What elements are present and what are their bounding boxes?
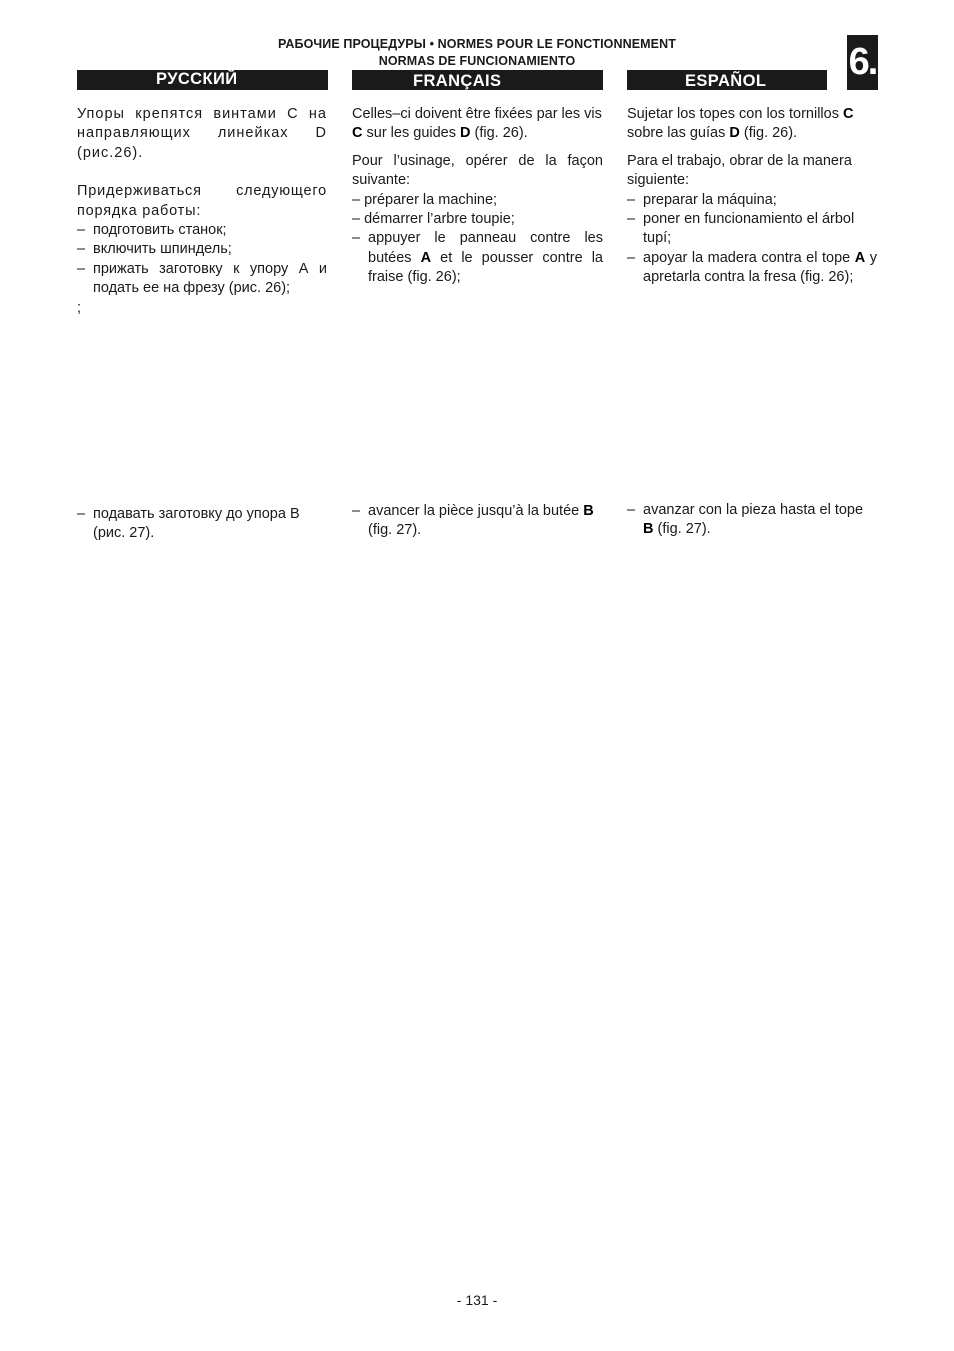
ru-stray-semicolon: ; (77, 299, 82, 316)
es-paragraph-2: Para el trabajo, obrar de la manera siguiente: (627, 152, 852, 189)
es-paragraph-1: Sujetar los topes con los tornillos C sobre las guías D (fig. 26). (627, 106, 854, 142)
language-heading-spanish: ESPAÑOL (627, 70, 827, 90)
ru-paragraph-2: Придерживаться следующего порядка работы: (77, 183, 327, 219)
section-header-line-2: NORMAS DE FUNCIONAMIENTO (378, 54, 576, 68)
section-header-line-1: РАБОЧИЕ ПРОЦЕДУРЫ • NORMES POUR LE FONCTIONNEMENT (278, 37, 676, 51)
fr-list-item: – appuyer le panneau contre les butées A et le pousser contre la fraise (fig. 26); (352, 230, 603, 286)
french-column-bottom (352, 502, 603, 541)
es-list-item: – apoyar la madera contra el tope A y apretarla contra la fresa (fig. 26); (627, 249, 878, 286)
es-list-item: – preparar la máquina; (627, 191, 777, 208)
page-number: - 131 - (456, 1292, 498, 1308)
language-heading-french: FRANÇAIS (352, 70, 603, 90)
french-column-top (352, 105, 603, 288)
ru-list-item: – подготовить станок; (77, 222, 227, 239)
fr-paragraph-1: Celles–ci doivent être fixées par les vis C sur les guides D (fig. 26). (352, 106, 602, 142)
ru-paragraph-1: Упоры крепятся винтами С на направляющих линейках D (рис.26). (77, 106, 327, 161)
language-heading-russian: РУССКИЙ (77, 70, 328, 90)
fr-list-item-last: – avancer la pièce jusqu’à la butée B (fig. 27). (352, 503, 594, 539)
russian-column-top (77, 105, 327, 318)
chapter-number-badge: 6. (847, 35, 878, 90)
spanish-column-top (627, 105, 877, 288)
ru-list-item: – включить шпиндель; (77, 241, 232, 258)
spanish-column-bottom (627, 501, 877, 540)
fr-paragraph-2: Pour l’usinage, opérer de la façon suivante: (352, 152, 603, 189)
russian-column-bottom (77, 505, 327, 544)
ru-list-item-last: – подавать заготовку до упора В (рис. 27). (77, 506, 300, 542)
es-list-item-last: – avanzar con la pieza hasta el tope B (fig. 27). (627, 502, 864, 538)
fr-list-item: – démarrer l’arbre toupie; (352, 211, 515, 228)
fr-list-item: – préparer la machine; (352, 191, 498, 208)
ru-list-item: – прижать заготовку к упору А и подать ее на фрезу (рис. 26); (77, 260, 327, 297)
es-list-item: – poner en funcionamiento el árbol tupí; (627, 211, 855, 247)
